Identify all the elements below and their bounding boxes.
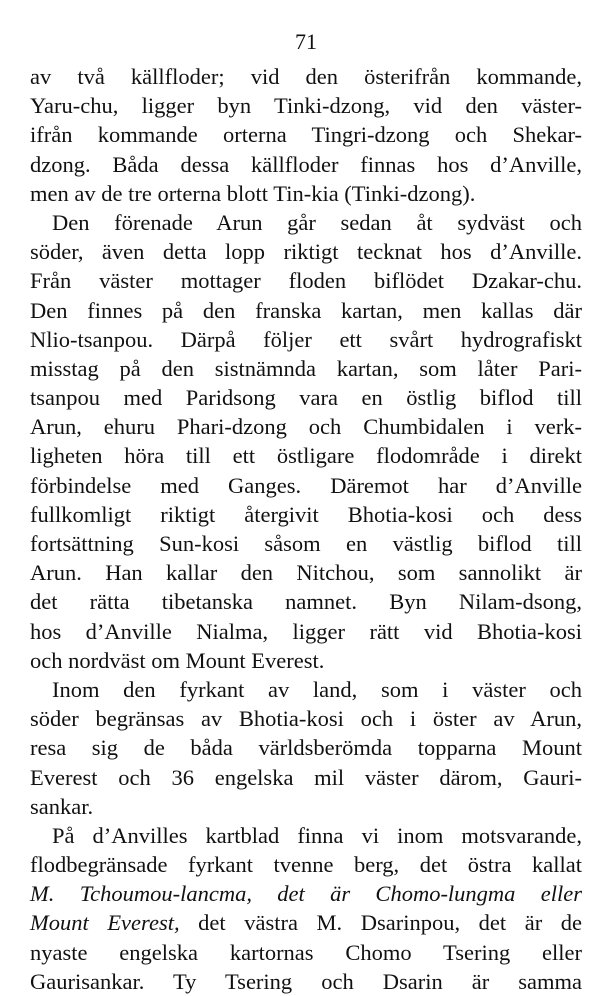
text-line: Arun, ehuru Phari-dzong och Chumbidalen i verk- <box>30 414 582 440</box>
paragraph-4 <box>30 821 582 996</box>
text-line: Från väster mottager floden biflödet Dzakar-chu. <box>30 268 582 294</box>
italic-text: M. Tchoumou-lancma, det är Chomo-lungma eller <box>30 881 582 907</box>
paragraph-1 <box>30 62 582 208</box>
italic-text: Mount Everest, <box>30 910 180 936</box>
page-number: 71 <box>295 29 317 54</box>
text-run: det västra M. Dsarinpou, det är de <box>179 910 582 936</box>
text-line <box>30 879 582 908</box>
text-line: Everest och 36 engelska mil väster därom, Gauri- <box>30 764 582 790</box>
text-line: fullkomligt riktigt återgivit Bhotia-kosi och dess <box>30 501 582 527</box>
text-line: hos d’Anville Nialma, ligger rätt vid Bhotia-kosi <box>30 618 582 644</box>
text-line: Yaru-chu, ligger byn Tinki-dzong, vid den väster- <box>30 93 582 119</box>
text-line: På d’Anvilles kartblad finna vi inom motsvarande, <box>52 822 582 848</box>
text-line: tsanpou med Paridsong vara en östlig biflod till <box>30 385 582 411</box>
text-line: ifrån kommande orterna Tingri-dzong och Shekar- <box>30 122 582 148</box>
text-line: sankar. <box>30 793 94 819</box>
text-line: Den finnes på den franska kartan, men kallas där <box>30 297 582 323</box>
text-line: ligheten höra till ett östligare flodområde i direkt <box>30 443 582 469</box>
text-line: misstag på den sistnämnda kartan, som låter Pari- <box>30 355 582 381</box>
text-line: resa sig de båda världsberömda topparna Mount <box>30 735 582 761</box>
text-line: nyaste engelska kartornas Chomo Tsering eller <box>30 939 582 965</box>
book-page <box>30 28 582 996</box>
text-line: Gaurisankar. Ty Tsering och Dsarin är samma <box>30 968 582 994</box>
text-line: Den förenade Arun går sedan åt sydväst och <box>52 209 582 235</box>
text-line: söder begränsas av Bhotia-kosi och i öster av Arun, <box>30 706 582 732</box>
text-line: och nordväst om Mount Everest. <box>30 647 325 673</box>
paragraph-2 <box>30 208 582 675</box>
text-line: Inom den fyrkant av land, som i väster och <box>52 676 582 702</box>
text-line: fortsättning Sun-kosi såsom en västlig biflod till <box>30 531 582 556</box>
text-line: av två källfloder; vid den österifrån kommande, <box>30 64 582 89</box>
text-line <box>30 908 582 937</box>
paragraph-3 <box>30 675 582 821</box>
text-line: det rätta tibetanska namnet. Byn Nilam-dsong, <box>30 589 582 615</box>
text-line: förbindelse med Ganges. Däremot har d’Anville <box>30 472 582 498</box>
text-line: men av de tre orterna blott Tin-kia (Tinki-dzong). <box>30 180 476 206</box>
text-line: flodbegränsade fyrkant tvenne berg, det östra kallat <box>30 852 582 878</box>
text-line: dzong. Båda dessa källfloder finnas hos d’Anville, <box>30 151 582 177</box>
text-line: Arun. Han kallar den Nitchou, som sannolikt är <box>30 560 582 586</box>
text-line: Nlio-tsanpou. Därpå följer ett svårt hydrografiskt <box>30 326 582 352</box>
text-line: söder, även detta lopp riktigt tecknat hos d’Anville. <box>30 239 582 265</box>
